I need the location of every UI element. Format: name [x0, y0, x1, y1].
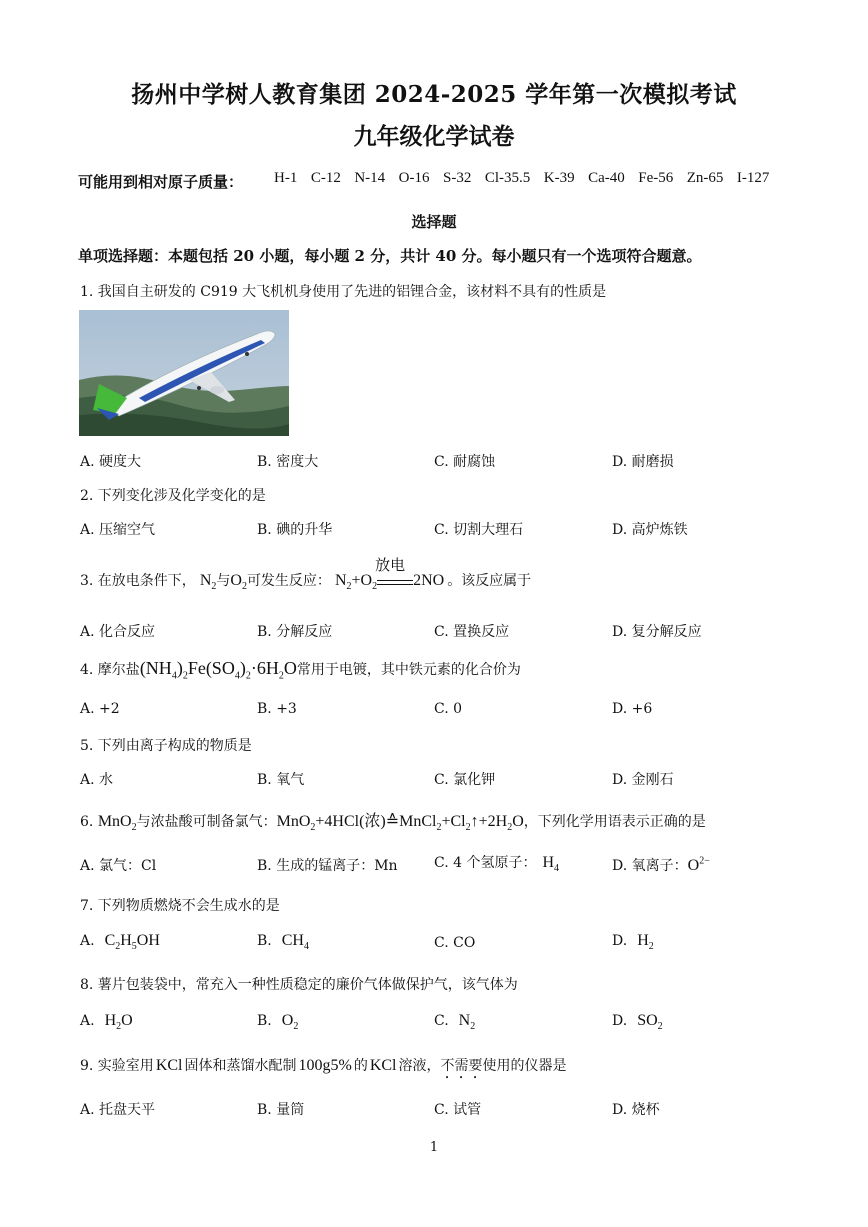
q9-option-d[interactable]: D. 烧杯 [612, 1102, 660, 1118]
q4-option-b[interactable]: B. +3 [257, 701, 297, 717]
q7-option-d[interactable]: D. $H_2$ [612, 932, 654, 953]
c919-airplane-image [79, 310, 289, 436]
q2-option-b[interactable]: B. 碘的升华 [257, 522, 333, 538]
question-2-stem: 2. 下列变化涉及化学变化的是 [80, 488, 266, 504]
q9-option-c[interactable]: C. 试管 [434, 1102, 482, 1118]
q3-option-a[interactable]: A. 化合反应 [80, 624, 156, 640]
q5-option-b[interactable]: B. 氧气 [257, 772, 305, 788]
q4-option-c[interactable]: C. 0 [434, 701, 463, 717]
q8-option-a[interactable]: A. $H_2O$ [80, 1012, 133, 1033]
q8-option-b[interactable]: B. $O_2$ [257, 1012, 299, 1033]
q4-option-d[interactable]: D. +6 [612, 701, 653, 717]
q8-option-d[interactable]: D. $SO_2$ [612, 1012, 663, 1033]
q5-option-c[interactable]: C. 氯化钾 [434, 772, 496, 788]
instructions: 单项选择题：本题包括 20 小题，每小题 2 分，共计 40 分。每小题只有一个选项符合题意。 [78, 247, 702, 265]
q6-option-d[interactable]: D. 氧离子：$O^{2-}$ [612, 855, 710, 874]
q2-option-d[interactable]: D. 高炉炼铁 [612, 522, 688, 538]
question-8-stem: 8. 薯片包装袋中，常充入一种性质稳定的廉价气体做保护气，该气体为 [80, 977, 518, 993]
q2-option-c[interactable]: C. 切割大理石 [434, 522, 524, 538]
question-1-stem: 1. 我国自主研发的 C919 大飞机机身使用了先进的铝锂合金，该材料不具有的性质是 [80, 284, 607, 300]
q1-option-c[interactable]: C. 耐腐蚀 [434, 454, 496, 470]
q3-option-d[interactable]: D. 复分解反应 [612, 624, 702, 640]
q5-option-d[interactable]: D. 金刚石 [612, 772, 674, 788]
q7-option-b[interactable]: B. $CH_4$ [257, 932, 309, 953]
q4-option-a[interactable]: A. +2 [80, 701, 120, 717]
question-5-stem: 5. 下列由离子构成的物质是 [80, 738, 252, 754]
atomic-masses-label: 可能用到相对原子质量： [78, 173, 244, 191]
exam-title: 扬州中学树人教育集团 2024-2025 学年第一次模拟考试 [131, 81, 737, 108]
q3-option-b[interactable]: B. 分解反应 [257, 624, 333, 640]
question-7-stem: 7. 下列物质燃烧不会生成水的是 [80, 898, 280, 914]
q8-option-c[interactable]: C. $N_2$ [434, 1012, 476, 1033]
q9-option-a[interactable]: A. 托盘天平 [80, 1102, 156, 1118]
exam-subtitle: 九年级化学试卷 [353, 123, 515, 150]
atomic-masses-values: H-1 C-12 N-14 O-16 S-32 Cl-35.5 K-39 Ca-40 Fe-56 Zn-65 I-127 [274, 170, 770, 186]
q7-option-c[interactable]: C. CO [434, 935, 476, 951]
q6-option-a[interactable]: A. 氯气：Cl [80, 858, 157, 874]
section-title: 选择题 [411, 213, 457, 231]
question-4-stem: 4. 摩尔盐$(NH_4)_2Fe(SO_4)_2\cdot 6H_2O$常用于电镀，其中铁元素的化合价为 [80, 658, 521, 682]
q1-option-b[interactable]: B. 密度大 [257, 454, 319, 470]
q5-option-a[interactable]: A. 水 [80, 772, 114, 788]
emphasis-not-needed: 不需要 [440, 1058, 483, 1074]
q7-option-a[interactable]: A. $C_2H_5OH$ [80, 932, 160, 953]
q1-option-d[interactable]: D. 耐磨损 [612, 454, 674, 470]
q3-option-c[interactable]: C. 置换反应 [434, 624, 510, 640]
question-6-stem: 6. MnO$_2$与浓盐酸可制备氯气：MnO$_2$+4HCl(浓)$≙MnCl_2+Cl_2↑+2H_2O$，下列化学用语表示正确的是 [80, 813, 706, 834]
q6-option-c[interactable]: C. 4 个氢原子： $H_4$ [434, 854, 560, 875]
q1-option-a[interactable]: A. 硬度大 [80, 454, 142, 470]
q2-option-a[interactable]: A. 压缩空气 [80, 522, 156, 538]
q6-option-b[interactable]: B. 生成的锰离子：Mn [257, 858, 398, 874]
page-number: 1 [429, 1140, 439, 1155]
question-9-stem: 9. 实验室用 KCl 固体和蒸馏水配制 100g5% 的 KCl 溶液，不需要使用的仪器是 [80, 1057, 567, 1074]
question-3-stem: 3. 在放电条件下， $N_2$与$O_2$可发生反应： $N_2+O_2$ 放电 2NO 。该反应属于 [80, 556, 532, 593]
reaction-equals-sign: 放电 [377, 572, 413, 585]
q9-option-b[interactable]: B. 量筒 [257, 1102, 305, 1118]
